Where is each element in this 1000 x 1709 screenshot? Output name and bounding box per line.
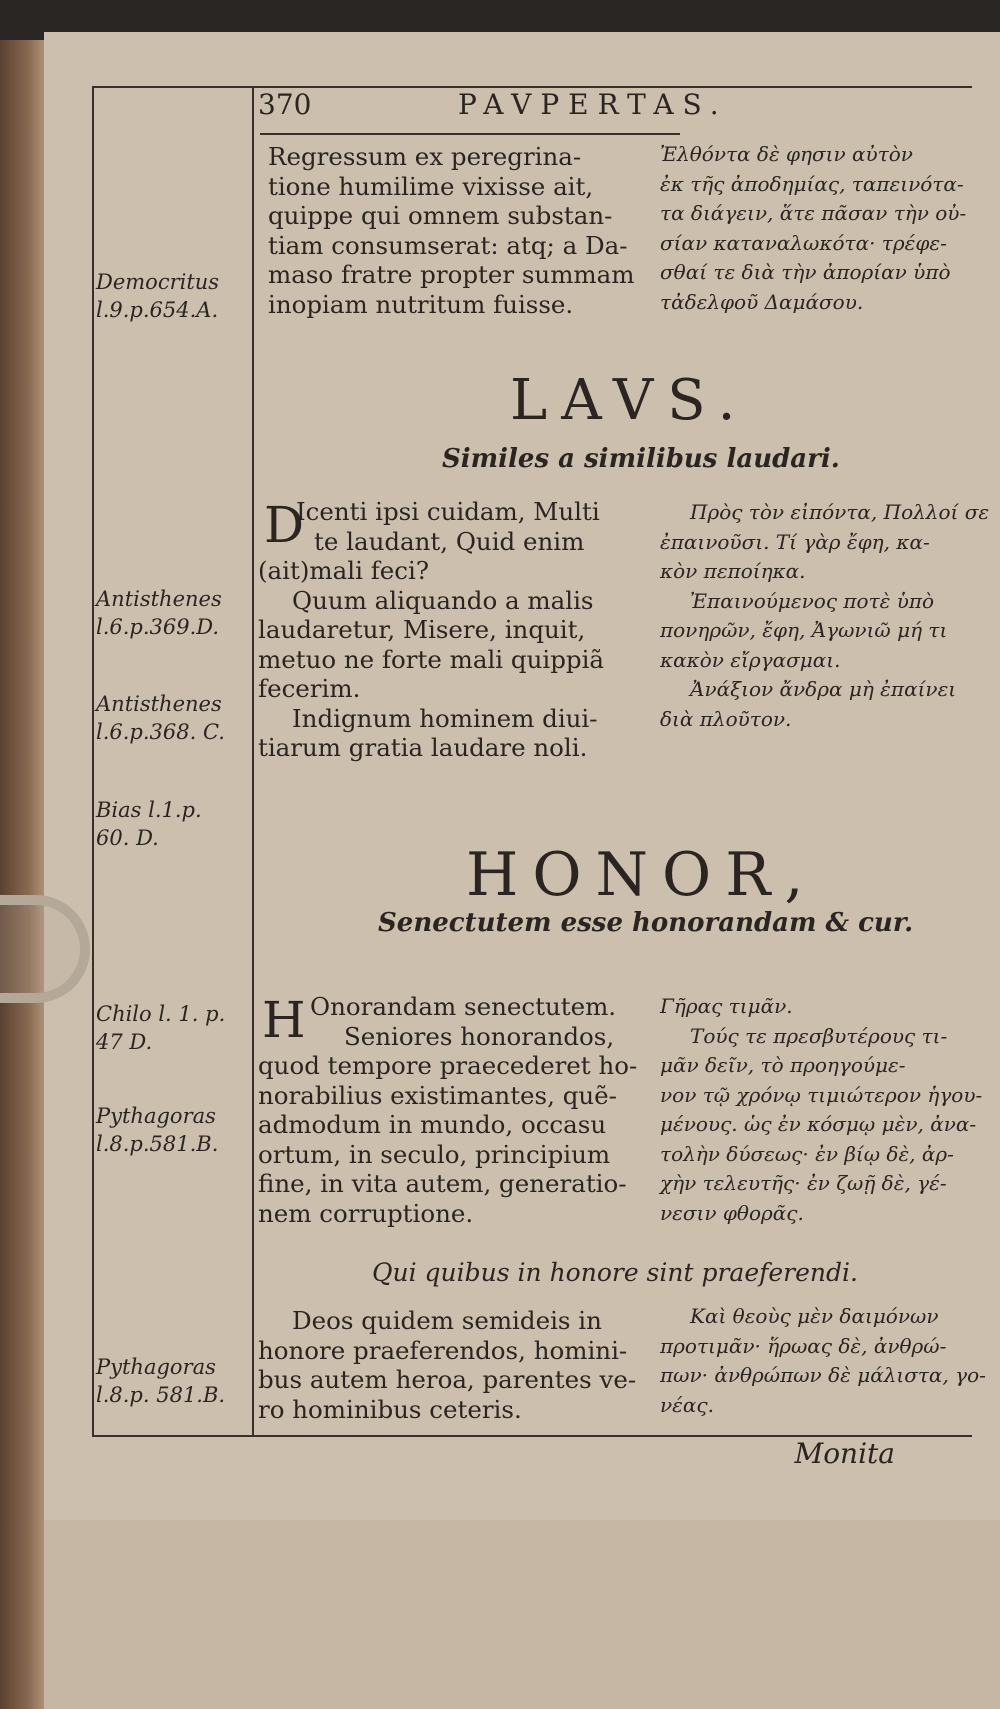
margin-note-bias: Bias l.1.p. 60. D. — [96, 798, 202, 850]
dropcap-laus: D — [264, 496, 305, 554]
latin-text-laus-head: Icenti ipsi cuidam, Multi te laudant, Quid enim — [296, 497, 600, 556]
latin-text-honor: quod tempore praecederet ho- norabilius existimantes, quẽ- admodum in mundo, occasu ortum, in seculo, principium fine, in vita autem, generatio- nem corruptione. — [258, 1051, 638, 1228]
running-title: PAVPERTAS. — [458, 88, 728, 121]
book-edge — [0, 40, 48, 1709]
greek-text-honor-order: Καὶ θεοὺς μὲν δαιμόνων προτιμᾶν· ἥρωας δὲ, ἀνθρώ- πων· ἀνθρώπων δὲ μάλιστα, γο- νέας. — [660, 1304, 986, 1417]
margin-note-pythagoras-1: Pythagoras l.8.p.581.B. — [96, 1104, 219, 1156]
latin-text-democritus: Regressum ex peregrina- tione humilime vixisse ait, quippe qui omnem substan- tiam consumserat: atq; a Da- maso fratre propter summam inopiam nutritum fuisse. — [268, 142, 635, 319]
section-subtitle-honor: Senectutem esse honorandam & cur. — [378, 908, 914, 938]
section-title-honor: HONOR, — [466, 840, 818, 910]
header-rule — [260, 133, 680, 135]
subheading-honor-order: Qui quibus in honore sint praeferendi. — [372, 1258, 858, 1287]
catchword: Monita — [794, 1437, 895, 1470]
section-title-laus: LAVS. — [510, 368, 750, 433]
latin-text-honor-head: Onorandam senectutem. Seniores honorandos, — [310, 992, 617, 1051]
margin-note-antisthenes-2: Antisthenes l.6.p.368. C. — [96, 692, 225, 744]
left-rule — [92, 86, 94, 1436]
page-bottom — [44, 1520, 1000, 1709]
greek-text-laus: Πρὸς τὸν εἰπόντα, Πολλοί σε ἐπαινοῦσι. Τί γὰρ ἔφη, κα- κὸν πεποίηκα. Ἐπαινούμενος ποτὲ ὑπὸ πονηρῶν, ἔφη, Ἀγωνιῶ μή τι κακὸν εἴργασμαι. Ἀνάξιον ἄνδρα μὴ ἐπαίνει διὰ πλοῦτον. — [660, 500, 990, 731]
latin-text-honor-order: Deos quidem semideis in honore praeferendos, homini- bus autem heroa, parentes ve- ro hominibus ceteris. — [258, 1306, 637, 1424]
greek-text-democritus: Ἐλθόντα δὲ φησιν αὐτὸν ἐκ τῆς ἀποδημίας, ταπεινότα- τα διάγειν, ἅτε πᾶσαν τὴν οὐ- σίαν καταναλωκότα· τρέφε- σθαί τε διὰ τὴν ἀπορίαν ὑπὸ τἀδελφοῦ Δαμάσου. — [660, 142, 967, 314]
section-subtitle-laus: Similes a similibus laudari. — [442, 444, 840, 474]
margin-note-democritus: Democritus l.9.p.654.A. — [96, 270, 220, 322]
margin-note-antisthenes-1: Antisthenes l.6.p.369.D. — [96, 587, 222, 639]
margin-note-pythagoras-2: Pythagoras l.8.p. 581.B. — [96, 1355, 226, 1407]
margin-rule — [252, 86, 254, 1436]
page-number: 370 — [258, 88, 312, 121]
margin-note-chilo: Chilo l. 1. p. 47 D. — [96, 1002, 226, 1054]
dropcap-honor: H — [262, 991, 306, 1049]
latin-text-laus: (ait)mali feci? Quum aliquando a malis laudaretur, Misere, inquit, metuo ne forte mali quippiã fecerim. Indignum hominem diui- tiarum gratia laudare noli. — [258, 556, 605, 762]
greek-text-honor: Γῆρας τιμᾶν. Τούς τε πρεσβυτέρους τι- μᾶν δεῖν, τὸ προηγούμε- νον τῷ χρόνῳ τιμιώτερον ἡγου- μένους. ὡς ἐν κόσμῳ μὲν, ἀνα- τολὴν δύσεως· ἐν βίῳ δὲ, ἀρ- χὴν τελευτῆς· ἐν ζωῇ δὲ, γέ- νεσιν φθορᾶς. — [660, 994, 983, 1225]
